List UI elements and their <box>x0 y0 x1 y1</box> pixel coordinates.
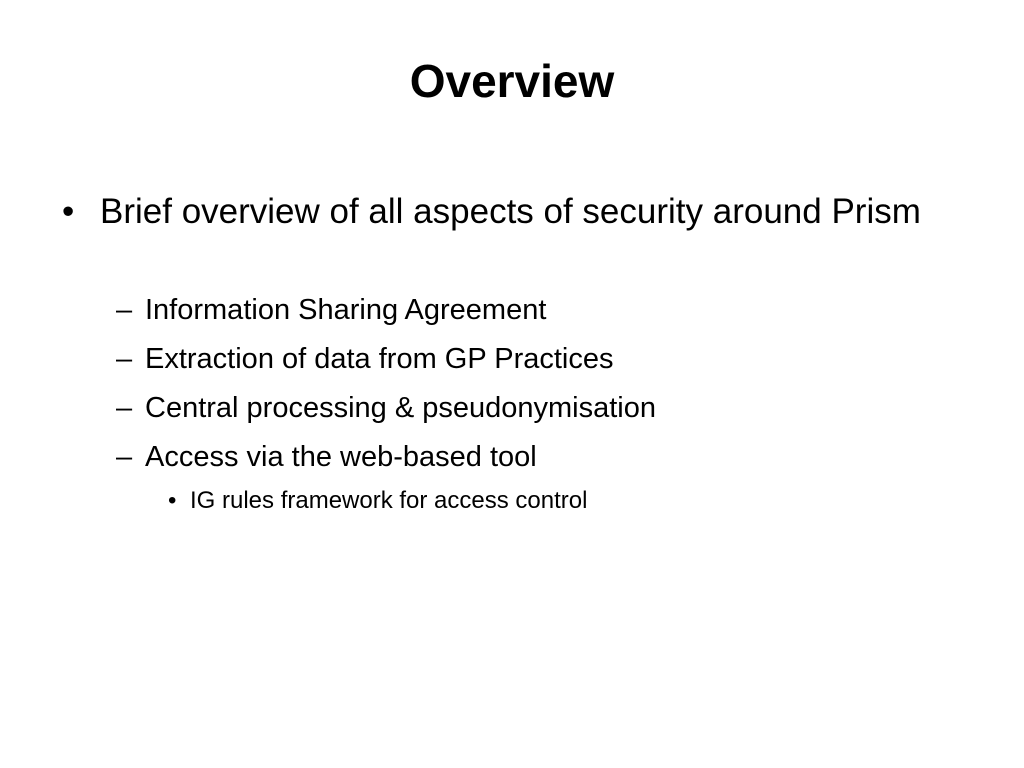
slide-title: Overview <box>409 55 615 107</box>
dash-marker: – <box>116 343 133 375</box>
sub-bullet-text: Central processing & pseudonymisation <box>145 392 656 424</box>
bullet-text: Brief overview of all aspects of security around Prism <box>100 192 921 231</box>
sub-bullet-text: Information Sharing Agreement <box>145 294 547 326</box>
bullet-marker: • <box>62 192 75 231</box>
sub-bullet-text: Extraction of data from GP Practices <box>145 343 614 375</box>
dash-marker: – <box>116 441 133 473</box>
bullet-marker: • <box>168 487 177 514</box>
dash-marker: – <box>116 294 133 326</box>
sub-sub-bullet-text: IG rules framework for access control <box>190 487 588 514</box>
dash-marker: – <box>116 392 133 424</box>
sub-bullet-text: Access via the web-based tool <box>145 441 537 473</box>
